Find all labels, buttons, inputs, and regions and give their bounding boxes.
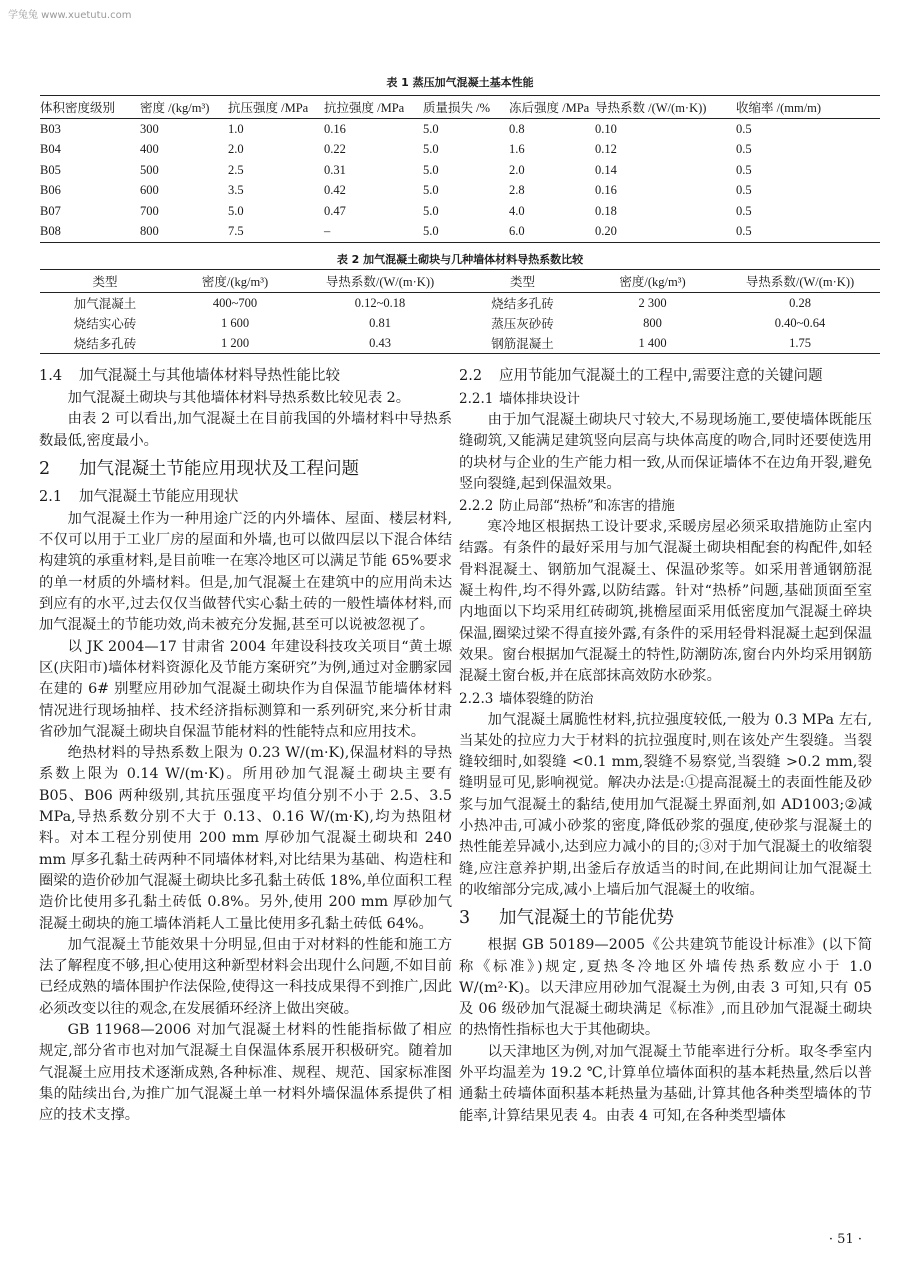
table2-caption: 表 2 加气混凝土砌块与几种墙体材料导热系数比较 xyxy=(336,253,584,266)
table1-body xyxy=(40,119,880,243)
paragraph: 寒冷地区根据热工设计要求,采暖房屋必须采取措施防止室内结露。有条件的最好采用与加气混凝土砌块相配套的构配件,如轻骨料混凝土、钢筋加气混凝土、保温砂浆等。如采用普通钢筋混凝土构件,均不得外露,以防结露。针对“热桥”问题,基础顶面至室内地面以下均采用红砖砌筑,挑檐屋面采用低密度加气混凝土碎块保温,圈梁过梁不得直接外露,有条件的采用轻骨料混凝土起到保温效果。窗台根据加气混凝土的特性,防潮防冻,窗台内外均采用钢筋混凝土窗台板,并在底部抹高效防水砂浆。 xyxy=(459,519,872,685)
page-number: · 51 · xyxy=(828,1232,862,1247)
paragraph: 由于加气混凝土砌块尺寸较大,不易现场施工,要使墙体既能压缝砌筑,又能满足建筑竖向层高与块体高度的吻合,同时还要使选用的块材与企业的生产能力相一致,从而保证墙体不在边角开裂,避免竖向裂缝,起到保温效果。 xyxy=(459,412,872,492)
paragraph: 加气混凝土砌块与其他墙体材料导热系数比较见表 2。 xyxy=(67,390,411,406)
section-2-2-1-heading: 2.2.1 墙体排块设计 xyxy=(459,391,580,407)
table-row xyxy=(40,313,880,333)
table-cell: 5.0 xyxy=(423,183,439,198)
table-cell: 400~700 xyxy=(212,295,258,310)
table-cell: 1.75 xyxy=(720,333,880,354)
table-cell: 5.0 xyxy=(228,203,244,218)
table2 xyxy=(40,269,880,354)
table-cell: 0.31 xyxy=(324,162,346,177)
table-cell: 0.12 xyxy=(595,142,617,157)
section-3-heading: 3 加气混凝土的节能优势 xyxy=(459,908,674,929)
table-cell: 0.14 xyxy=(595,162,617,177)
paragraph: 由表 2 可以看出,加气混凝土在目前我国的外墙材料中导热系数最低,密度最小。 xyxy=(39,411,452,449)
table-cell: B08 xyxy=(40,222,140,243)
table-cell: 7.5 xyxy=(228,222,324,243)
paragraph: 根据 GB 50189—2005《公共建筑节能设计标准》(以下简称《标准》)规定,夏热冬冷地区外墙传热系数应小于 1.0 W/(m²·K)。以天津应用砂加气混凝土为例,由表 3 可知,只有 05 及 06 级砂加气混凝土砌块满足《标准》,而且砂加气混凝土砌块的热惰性指标也大于其他砌块。 xyxy=(459,937,872,1039)
table-row xyxy=(40,119,880,140)
paragraph: 以 JK 2004—17 甘肃省 2004 年建设科技攻关项目“黄土塬区(庆阳市)墙体材料资源化及节能方案研究”为例,通过对金鹏家园在建的 6# 别墅应用砂加气混凝土砌块作为自保温节能墙体材料情况进行现场抽样、技术经济指标测算和一系列研究,来分析甘肃省砂加气混凝土砌块自保温节能材料的性能特点和应用技术。 xyxy=(39,638,452,740)
table-cell: 5.0 xyxy=(423,142,439,157)
table-row xyxy=(40,160,880,181)
section-1-4-heading: 1.4 加气混凝土与其他墙体材料导热性能比较 xyxy=(39,368,340,384)
table-cell: B06 xyxy=(40,183,61,198)
table1-column-header: 抗压强度 /MPa xyxy=(228,96,324,119)
table-cell: 0.5 xyxy=(736,142,752,157)
table-cell: 蒸压灰砂砖 xyxy=(491,317,554,331)
table-cell: 0.5 xyxy=(736,203,752,218)
table-cell: 0.81 xyxy=(369,315,391,330)
table-cell: 烧结多孔砖 xyxy=(491,297,554,311)
table-cell: 5.0 xyxy=(423,162,439,177)
table-cell: 6.0 xyxy=(509,222,595,243)
table1 xyxy=(40,95,880,243)
table-cell: 0.40~0.64 xyxy=(774,315,826,330)
table2-column-header: 类型 xyxy=(40,270,170,293)
table-cell: 1.0 xyxy=(228,121,244,136)
table2-header-row xyxy=(40,270,880,293)
table-cell: B03 xyxy=(40,121,61,136)
table-cell: 0.22 xyxy=(324,142,346,157)
table-cell: 0.16 xyxy=(324,121,346,136)
table-cell: 0.28 xyxy=(789,295,811,310)
section-2-heading: 2 加气混凝土节能应用现状及工程问题 xyxy=(39,458,359,479)
table-cell: 0.16 xyxy=(595,183,617,198)
table-cell: 500 xyxy=(140,162,159,177)
table-cell: 2.0 xyxy=(228,142,244,157)
table-cell: 0.42 xyxy=(324,183,346,198)
table-cell: 700 xyxy=(140,203,159,218)
table1-header-row xyxy=(40,96,880,119)
table-cell: 0.5 xyxy=(736,121,752,136)
table-cell: 1.6 xyxy=(509,142,525,157)
table-cell: 4.0 xyxy=(509,203,525,218)
table-cell: 3.5 xyxy=(228,183,244,198)
section-2-1-heading: 2.1 加气混凝土节能应用现状 xyxy=(39,488,239,505)
table1-column-header: 质量损失 /% xyxy=(423,96,509,119)
paragraph: GB 11968—2006 对加气混凝土材料的性能指标做了相应规定,部分省市也对加气混凝土自保温体系展开积极研究。随着加气混凝土应用技术逐渐成熟,各种标准、规程、规范、国家标准图集的陆续出台,为推广加气混凝土单一材料外墙保温体系提供了相应的技术支撑。 xyxy=(39,1022,452,1124)
table-cell: 0.8 xyxy=(509,121,525,136)
table-cell: 0.18 xyxy=(595,203,617,218)
table-cell: 5.0 xyxy=(423,121,439,136)
table-row xyxy=(40,293,880,314)
watermark: 学兔兔 www.xuetutu.com xyxy=(8,10,132,21)
table-cell: 烧结实心砖 xyxy=(73,317,137,331)
paragraph: 以天津地区为例,对加气混凝土节能率进行分析。取冬季室内外平均温差为 19.2 ℃,计算单位墙体面积的基本耗热量,然后以普通黏土砖墙体面积基本耗热量为基础,计算其他各种类型墙体的节能率,计算结果见表 4。由表 4 可知,在各种类型墙体 xyxy=(459,1043,872,1124)
table-cell: B04 xyxy=(40,142,61,157)
table-cell: 1 200 xyxy=(170,333,300,354)
table-cell: – xyxy=(324,222,423,243)
table-cell: 0.47 xyxy=(324,203,346,218)
table-row xyxy=(40,181,880,202)
table-cell: 5.0 xyxy=(423,222,509,243)
table-cell: 加气混凝土 xyxy=(73,297,137,311)
table1-column-header: 体积密度级别 xyxy=(40,96,140,119)
table1-column-header: 导热系数 /(W/(m·K)) xyxy=(595,96,736,119)
table2-column-header: 导热系数/(W/(m·K)) xyxy=(300,270,460,293)
table-cell: 1 400 xyxy=(585,333,720,354)
table2-body xyxy=(40,293,880,354)
section-2-2-2-heading: 2.2.2 防止局部“热桥”和冻害的措施 xyxy=(459,498,675,515)
table-cell: 0.5 xyxy=(736,183,752,198)
table1-caption: 表 1 蒸压加气混凝土基本性能 xyxy=(386,76,534,89)
table-cell: 1 600 xyxy=(220,315,250,330)
right-column xyxy=(459,365,872,1127)
table-cell: 5.0 xyxy=(423,203,439,218)
table-cell: 0.5 xyxy=(736,222,880,243)
table-row xyxy=(40,140,880,161)
table-cell: 2 300 xyxy=(638,295,667,310)
table-cell: 烧结多孔砖 xyxy=(40,333,170,354)
table1-column-header: 抗拉强度 /MPa xyxy=(324,96,423,119)
paragraph: 绝热材料的导热系数上限为 0.23 W/(m·K),保温材料的导热系数上限为 0.14 W/(m·K)。所用砂加气混凝土砌块主要有 B05、B06 两种级别,其抗压强度平均值分别不小于 2.5、3.5 MPa,导热系数分别不大于 0.13、0.16 W/(m·K),均为热阻材料。对本工程分别使用 200 mm 厚砂加气混凝土砌块和 240 mm 厚多孔黏土砖两种不同墙体材料,对比结果为基础、构造柱和圈梁的造价砂加气混凝土砌块比多孔黏土砖低 18%,单位面积工程造价比使用多孔黏土砖低 0.8%。另外,使用 200 mm 厚砂加气混凝土砌块的施工墙体消耗人工量比使用多孔黏土砖低 64%。 xyxy=(39,745,452,932)
table-row xyxy=(40,333,880,354)
table-cell: 600 xyxy=(140,183,159,198)
table-cell: 0.12~0.18 xyxy=(354,295,406,310)
section-2-2-3-heading: 2.2.3 墙体裂缝的防治 xyxy=(459,690,594,707)
table-cell: 0.43 xyxy=(300,333,460,354)
table-cell: 2.8 xyxy=(509,183,525,198)
table-cell: 800 xyxy=(140,222,228,243)
paragraph: 加气混凝土属脆性材料,抗拉强度较低,一般为 0.3 MPa 左右,当某处的拉应力大于材料的抗拉强度时,则在该处产生裂缝。当裂缝较细时,如裂缝 <0.1 mm,裂缝不易察觉,当裂缝 >0.2 mm,裂缝明显可见,影响视觉。解决办法是:①提高混凝土的表面性能及砂浆与加气混凝土的黏结,使用加气混凝土界面剂,如 AD1003;②减小热冲击,可减小砂浆的密度,降低砂浆的强度,使砂浆与混凝土的热性能差异减小,达到应力减小的目的;③对于加气混凝土的收缩裂缝,应注意养护期,出釜后存放适当的时间,在此期间让加气混凝土的收缩部分完成,减小上墙后加气混凝土的收缩。 xyxy=(459,711,872,898)
paragraph: 加气混凝土节能效果十分明显,但由于对材料的性能和施工方法了解程度不够,担心使用这种新型材料会出现什么问题,不如目前已经成熟的墙体围护作法保险,使得这一科技成果得不到推广,因此必须改变以往的观念,在发展循环经济上做出突破。 xyxy=(39,936,452,1017)
table-cell: 800 xyxy=(643,315,662,330)
table2-column-header: 类型 xyxy=(460,270,585,293)
table-cell: 300 xyxy=(140,121,159,136)
table-cell: 0.10 xyxy=(595,121,617,136)
table-cell: 0.5 xyxy=(736,162,752,177)
table2-column-header: 导热系数/(W/(m·K)) xyxy=(720,270,880,293)
table1-column-header: 密度 /(kg/m³) xyxy=(140,96,228,119)
table2-column-header: 密度/(kg/m³) xyxy=(585,270,720,293)
table-cell: 400 xyxy=(140,142,159,157)
table2-column-header: 密度/(kg/m³) xyxy=(170,270,300,293)
left-column xyxy=(39,365,452,1127)
table1-column-header: 收缩率 /(mm/m) xyxy=(736,96,880,119)
table-cell: B07 xyxy=(40,203,61,218)
section-2-2-heading: 2.2 应用节能加气混凝土的工程中,需要注意的关键问题 xyxy=(459,368,823,384)
table-cell: 2.5 xyxy=(228,162,244,177)
table-cell: B05 xyxy=(40,162,61,177)
table-row xyxy=(40,222,880,243)
paragraph: 加气混凝土作为一种用途广泛的内外墙体、屋面、楼层材料,不仅可以用于工业厂房的屋面和外墙,也可以做四层以下混合体结构建筑的承重材料,是目前唯一在寒冷地区可以满足节能 65%要求的单一材质的外墙材料。但是,加气混凝土在建筑中的应用尚未达到应有的水平,过去仅仅当做替代实心黏土砖的一般性墙体材料,而加气混凝土的节能功效,尚未被充分发掘,甚至可以说被忽视了。 xyxy=(39,510,452,634)
table-row xyxy=(40,201,880,222)
table-cell: 2.0 xyxy=(509,162,525,177)
table-cell: 钢筋混凝土 xyxy=(460,333,585,354)
table-cell: 0.20 xyxy=(595,222,736,243)
table1-column-header: 冻后强度 /MPa xyxy=(509,96,595,119)
